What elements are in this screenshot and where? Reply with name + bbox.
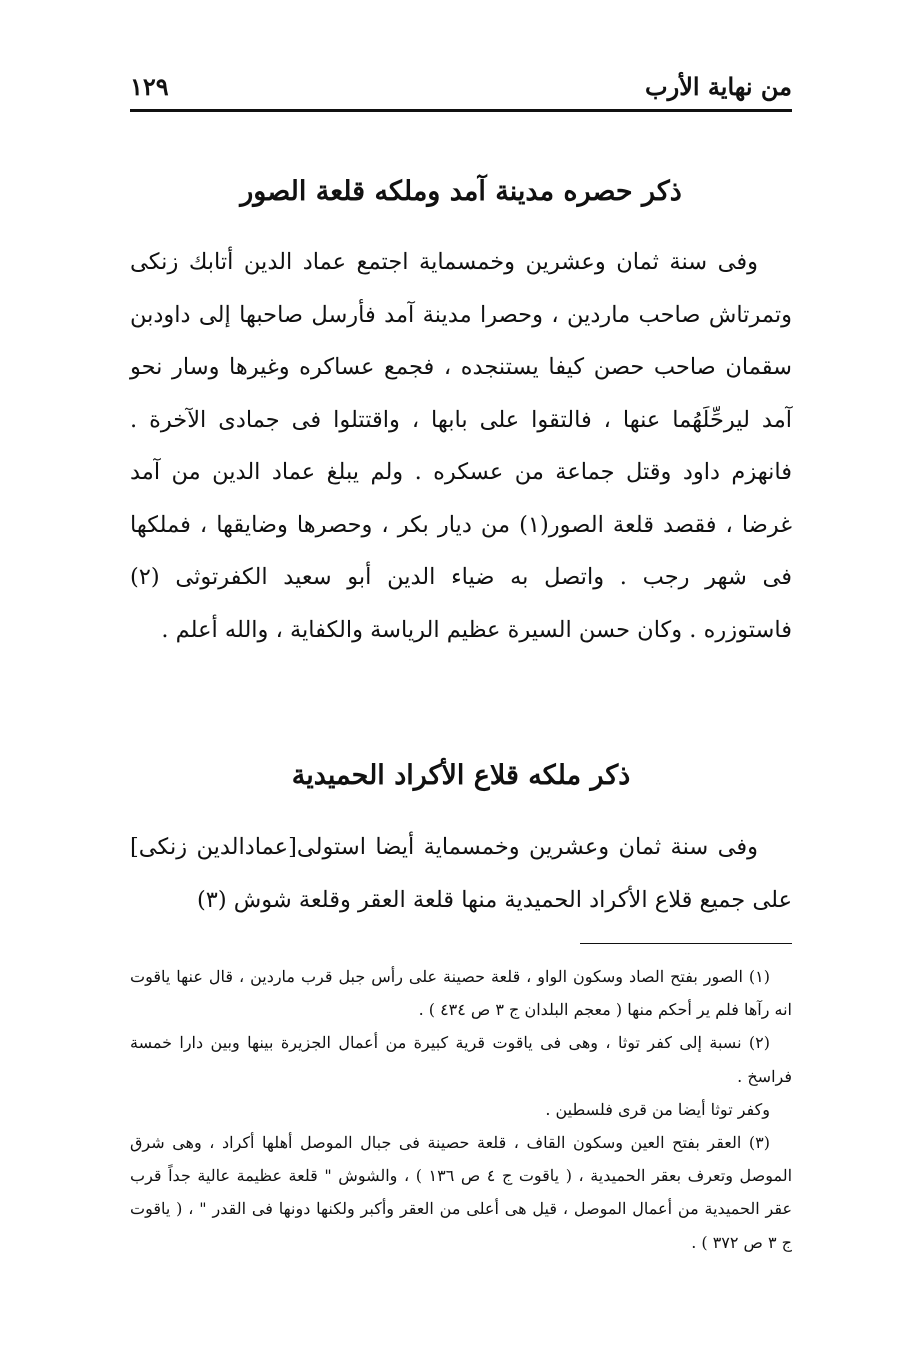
section-heading-2: ذكر ملكه قلاع الأكراد الحميدية xyxy=(291,760,631,791)
footnote-2: (٢) نسبة إلى كفر توثا ، وهى فى ياقوت قرية كبيرة من أعمال الجزيرة بينها وبين دارا خمسة فراسخ . xyxy=(130,1033,792,1086)
footnote-2-continuation: وكفر توثا أيضا من قرى فلسطين . xyxy=(545,1099,770,1119)
paragraph-2: وفى سنة ثمان وعشرين وخمسماية أيضا استولى[عمادالدين زنكى] على جميع قلاع الأكراد الحميدية منها قلعة العقر وقلعة شوش (٣) xyxy=(130,834,792,913)
section-heading-1: ذكر حصره مدينة آمد وملكه قلعة الصور xyxy=(240,176,682,207)
section-body-1 xyxy=(130,236,792,656)
section-body-2 xyxy=(130,821,792,926)
paragraph-1: وفى سنة ثمان وعشرين وخمسماية اجتمع عماد الدين أتابك زنكى وتمرتاش صاحب ماردين ، وحصرا مدينة آمد فأرسل صاحبها إلى داودبن سقمان صاحب حصن كيفا يستنجده ، فجمع عساكره وغيرها وسار نحو آمد ليرحِّلَهُما عنها ، فالتقوا على بابها ، واقتتلوا فى جمادى الآخرة . فانهزم داود وقتل جماعة من عسكره . ولم يبلغ عماد الدين من آمد غرضا ، فقصد قلعة الصور(١) من ديار بكر ، وحصرها وضايقها ، فملكها فى شهر رجب . واتصل به ضياء الدين أبو سعيد الكفرتوثى (٢) فاستوزره . وكان حسن السيرة عظيم الرياسة والكفاية ، والله أعلم . xyxy=(130,249,792,643)
footnote-3: (٣) العقر بفتح العين وسكون القاف ، قلعة حصينة فى جبال الموصل أهلها أكراد ، وهى شرق الموصل وتعرف بعقر الحميدية ، ( ياقوت ج ٤ ص ١٣٦ ) ، والشوش " قلعة عظيمة عالية جداً قرب عقر الحميدية من أعمال الموصل ، قيل هى أعلى من العقر وأكبر ولكنها دونها فى القدر " ، ( ياقوت ج ٣ ص ٣٧٢ ) . xyxy=(130,1133,793,1252)
page-number: ١٢٩ xyxy=(130,71,169,101)
header-rule xyxy=(130,109,792,112)
running-title: من نهاية الأرب xyxy=(645,71,792,101)
page-header xyxy=(130,64,792,108)
footnote-1: (١) الصور بفتح الصاد وسكون الواو ، قلعة حصينة على رأس جبل قرب ماردين ، قال عنها ياقوت انه رآها فلم ير أحكم منها ( معجم البلدان ج ٣ ص ٤٣٤ ) . xyxy=(130,967,792,1020)
footnotes xyxy=(130,960,792,1259)
footnote-rule xyxy=(580,943,792,944)
